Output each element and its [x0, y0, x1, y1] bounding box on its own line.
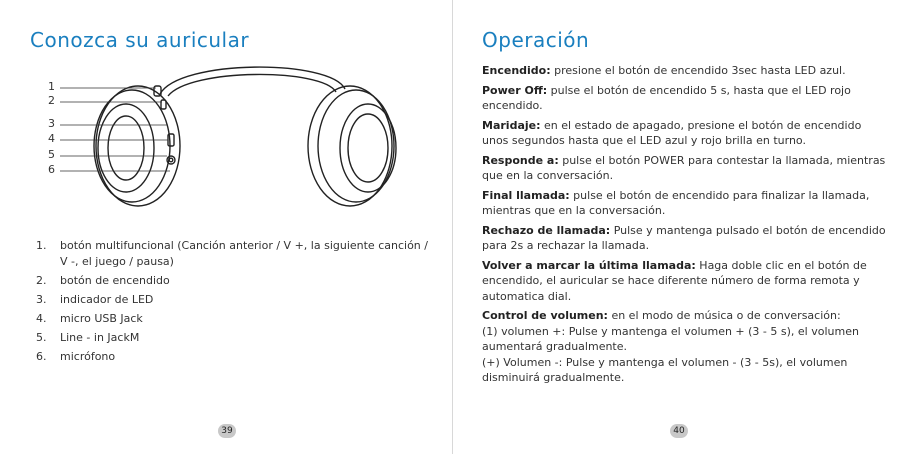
list-text: botón multifuncional (Canción anterior / V +, la siguiente canción / V -, el juego / pausa): [60, 239, 428, 268]
right-page: [454, 0, 907, 454]
list-item: [36, 349, 436, 365]
operation-label: Maridaje:: [482, 118, 541, 132]
list-number: 4.: [36, 312, 47, 325]
volume-up-instruction: (1) volumen +: Pulse y mantenga el volumen + (3 - 5 s), el volumen aumentará gradualmente.: [482, 324, 859, 353]
operation-label: Final llamada:: [482, 188, 570, 202]
operation-label: Encendido:: [482, 64, 551, 77]
headphone-diagram: [30, 64, 430, 224]
headphone-illustration: [30, 64, 430, 224]
operation-text: Pulse y mantenga pulsado el botón de encendido para 2s a rechazar la llamada.: [482, 223, 886, 252]
list-number: 2.: [36, 274, 47, 287]
list-item: [36, 238, 436, 270]
operation-text: Haga doble clic en el botón de encendido, el auricular se hace diferente número de forma remota y automatica dial.: [482, 258, 867, 303]
callout-3: 3: [48, 117, 55, 130]
list-item: [36, 330, 436, 346]
operation-text: pulse el botón de encendido para finalizar la llamada, mientras que en la conversación.: [482, 188, 870, 217]
operation-text: en el estado de apagado, presione el botón de encendido unos segundos hasta que el LED azul y rojo brilla en turno.: [482, 118, 862, 147]
operation-text: pulse el botón POWER para contestar la llamada, mientras que en la conversación.: [482, 153, 886, 182]
headband-inner: [168, 74, 336, 96]
list-text: micrófono: [60, 350, 116, 363]
list-number: 6.: [36, 350, 47, 363]
operation-maridaje: [482, 118, 887, 149]
list-text: Line - in JackM: [60, 331, 140, 344]
left-page: [0, 0, 453, 454]
volume-down-instruction: (+) Volumen -: Pulse y mantenga el volumen - (3 - 5s), el volumen disminuirá gradualmente.: [482, 355, 848, 384]
list-text: micro USB Jack: [60, 312, 143, 325]
left-page-title: Conozca su auricular: [30, 28, 250, 52]
operation-text: pulse el botón de encendido 5 s, hasta que el LED rojo encendido.: [482, 83, 851, 112]
page-number-right: 40: [670, 424, 688, 438]
operation-text: presione el botón de encendido 3sec hasta LED azul.: [550, 64, 846, 77]
page-number-left: 39: [218, 424, 236, 438]
operation-volver-marcar: [482, 258, 887, 305]
operation-final-llamada: [482, 188, 887, 219]
list-text: botón de encendido: [60, 274, 170, 287]
callout-6: 6: [48, 163, 55, 176]
list-number: 3.: [36, 293, 47, 306]
callout-1: 1: [48, 80, 55, 93]
list-item: [36, 292, 436, 308]
callout-4: 4: [48, 132, 55, 145]
parts-list: [36, 238, 436, 368]
operation-label: Rechazo de llamada:: [482, 223, 611, 237]
list-number: 1.: [36, 239, 47, 252]
right-page-title: Operación: [482, 28, 590, 52]
operation-label: Responde a:: [482, 153, 559, 167]
operation-control-volumen: [482, 308, 887, 386]
operations-list: [482, 63, 887, 390]
list-number: 5.: [36, 331, 47, 344]
list-item: [36, 311, 436, 327]
operation-label: Volver a marcar la última llamada:: [482, 258, 696, 272]
operation-rechazo: [482, 223, 887, 254]
operation-responde: [482, 153, 887, 184]
operation-text: en el modo de música o de conversación:: [607, 309, 841, 322]
operation-encendido: [482, 63, 887, 79]
operation-label: Control de volumen:: [482, 309, 608, 322]
callout-5: 5: [48, 148, 55, 161]
operation-power-off: [482, 83, 887, 114]
callout-2: 2: [48, 94, 55, 107]
list-text: indicador de LED: [60, 293, 154, 306]
operation-label: Power Off:: [482, 83, 548, 97]
list-item: [36, 273, 436, 289]
